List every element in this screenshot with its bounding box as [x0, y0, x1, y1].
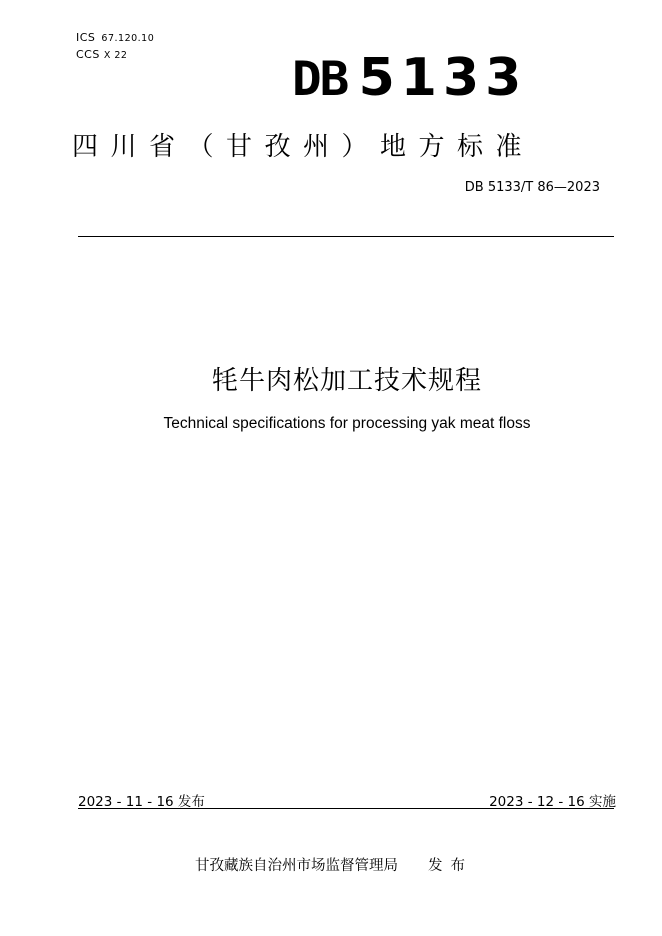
standard-number: DB 5133/T 86—2023 — [464, 180, 600, 195]
title-english: Technical specifications for processing yak meat floss — [163, 415, 531, 432]
footer-divider — [78, 808, 614, 809]
db-logo-number: 5133 — [358, 48, 528, 108]
ics-code: 67.120.10 — [101, 33, 155, 44]
db-logo-prefix: DB — [292, 52, 348, 107]
issuer-action: 发布 — [428, 858, 473, 874]
header-divider — [78, 236, 614, 237]
issuer-name: 甘孜藏族自治州市场监督管理局 — [195, 858, 398, 874]
issuer — [195, 854, 473, 875]
standard-type: 四川省（甘孜州）地方标准 — [72, 132, 535, 162]
title-chinese: 牦牛肉松加工技术规程 — [211, 366, 482, 396]
ccs-code: X 22 — [103, 50, 128, 61]
db-logo — [292, 48, 528, 108]
ccs-line — [76, 48, 127, 61]
implementation-date: 2023 - 12 - 16 实施 — [489, 794, 616, 810]
ics-label: ICS — [76, 31, 96, 44]
issue-date: 2023 - 11 - 16 发布 — [78, 794, 205, 810]
ccs-label: CCS — [76, 48, 100, 61]
ics-line — [76, 31, 154, 44]
